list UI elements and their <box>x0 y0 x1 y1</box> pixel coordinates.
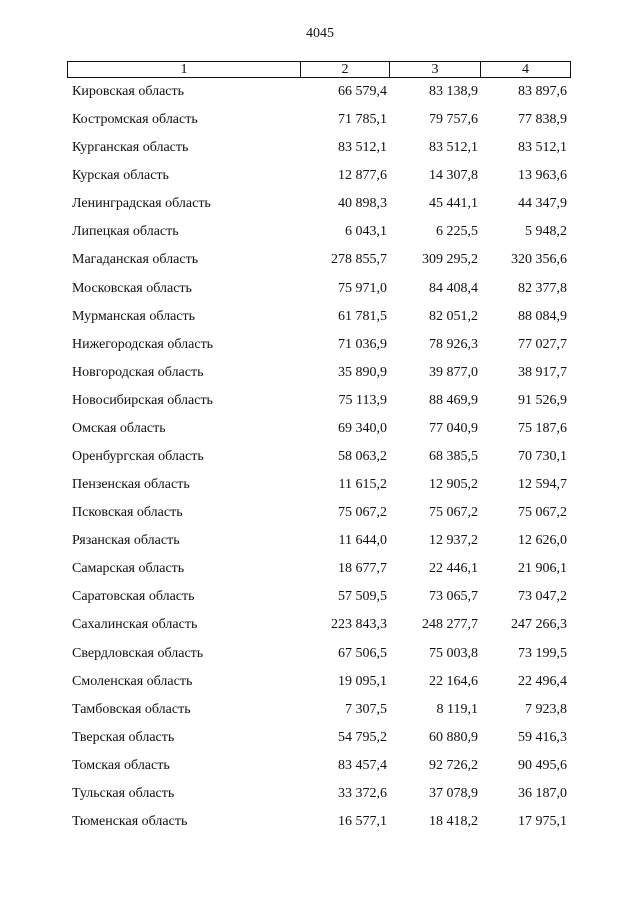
table-row <box>67 392 571 420</box>
column-header-4: 4 <box>522 62 529 77</box>
value-col-4: 44 347,9 <box>518 196 567 212</box>
value-col-2: 75 113,9 <box>338 392 387 408</box>
region-name: Саратовская область <box>72 589 195 605</box>
value-col-3: 82 051,2 <box>429 308 478 324</box>
region-name: Липецкая область <box>72 224 179 240</box>
value-col-3: 12 937,2 <box>429 533 478 549</box>
region-name: Сахалинская область <box>72 617 198 633</box>
value-col-2: 57 509,5 <box>338 589 387 605</box>
table-row <box>67 785 571 813</box>
value-col-2: 16 577,1 <box>338 814 387 830</box>
region-name: Тульская область <box>72 785 175 801</box>
value-col-2: 40 898,3 <box>338 196 387 212</box>
value-col-4: 83 512,1 <box>518 140 567 156</box>
value-col-2: 66 579,4 <box>338 84 387 99</box>
value-col-4: 38 917,7 <box>518 364 567 380</box>
value-col-4: 77 027,7 <box>518 336 567 352</box>
value-col-4: 21 906,1 <box>518 561 567 577</box>
value-col-2: 19 095,1 <box>338 673 387 689</box>
page-number: 4045 <box>306 26 334 41</box>
value-col-4: 88 084,9 <box>518 308 567 324</box>
table-row <box>67 420 571 448</box>
region-name: Томская область <box>72 757 170 773</box>
table-header-row <box>67 61 571 78</box>
value-col-3: 73 065,7 <box>429 589 478 605</box>
table-row <box>67 448 571 476</box>
table-row <box>67 223 571 251</box>
region-name: Курганская область <box>72 140 189 156</box>
table-row <box>67 364 571 392</box>
value-col-2: 278 855,7 <box>331 252 387 268</box>
table-row <box>67 813 571 841</box>
value-col-3: 248 277,7 <box>422 617 478 633</box>
table-row <box>67 83 571 111</box>
value-col-2: 223 843,3 <box>331 617 387 633</box>
value-col-2: 33 372,6 <box>338 785 387 801</box>
value-col-2: 71 785,1 <box>338 112 387 128</box>
value-col-3: 88 469,9 <box>429 392 478 408</box>
table-row <box>67 588 571 616</box>
value-col-2: 18 677,7 <box>338 561 387 577</box>
region-name: Тверская область <box>72 729 175 745</box>
table-row <box>67 308 571 336</box>
value-col-3: 12 905,2 <box>429 477 478 493</box>
table-row <box>67 645 571 673</box>
region-name: Тюменская область <box>72 814 188 830</box>
region-name: Ленинградская область <box>72 196 211 212</box>
value-col-2: 67 506,5 <box>338 645 387 661</box>
value-col-2: 69 340,0 <box>338 420 387 436</box>
table-row <box>67 167 571 195</box>
value-col-3: 83 138,9 <box>429 84 478 99</box>
table-body <box>67 83 571 841</box>
region-name: Мурманская область <box>72 308 196 324</box>
region-name: Тамбовская область <box>72 701 191 717</box>
value-col-4: 12 594,7 <box>518 477 567 493</box>
value-col-2: 75 067,2 <box>338 505 387 521</box>
value-col-3: 22 446,1 <box>429 561 478 577</box>
value-col-3: 68 385,5 <box>429 449 478 465</box>
column-header-3: 3 <box>390 62 481 77</box>
value-col-3: 92 726,2 <box>429 757 478 773</box>
value-col-4: 36 187,0 <box>518 785 567 801</box>
value-col-4: 77 838,9 <box>518 112 567 128</box>
table-row <box>67 701 571 729</box>
region-name: Псковская область <box>72 505 183 521</box>
value-col-4: 91 526,9 <box>518 392 567 408</box>
value-col-4: 12 626,0 <box>518 533 567 549</box>
table-row <box>67 476 571 504</box>
value-col-3: 77 040,9 <box>429 420 478 436</box>
value-col-4: 90 495,6 <box>518 757 567 773</box>
value-col-3: 83 512,1 <box>429 140 478 156</box>
region-name: Магаданская область <box>72 252 199 268</box>
table-row <box>67 195 571 223</box>
table-row <box>67 111 571 139</box>
value-col-2: 7 307,5 <box>345 701 387 717</box>
value-col-2: 58 063,2 <box>338 449 387 465</box>
value-col-2: 11 615,2 <box>338 477 387 493</box>
table-row <box>67 560 571 588</box>
value-col-2: 11 644,0 <box>338 533 387 549</box>
value-col-3: 75 003,8 <box>429 645 478 661</box>
value-col-3: 45 441,1 <box>429 196 478 212</box>
value-col-3: 8 119,1 <box>436 701 478 717</box>
table-row <box>67 336 571 364</box>
table-row <box>67 280 571 308</box>
region-name: Свердловская область <box>72 645 204 661</box>
region-table <box>67 61 571 841</box>
value-col-2: 6 043,1 <box>345 224 387 240</box>
value-col-4: 13 963,6 <box>518 168 567 184</box>
value-col-4: 73 047,2 <box>518 589 567 605</box>
region-name: Рязанская область <box>72 533 180 549</box>
value-col-3: 14 307,8 <box>429 168 478 184</box>
value-col-4: 320 356,6 <box>511 252 567 268</box>
value-col-4: 83 897,6 <box>518 84 567 99</box>
value-col-4: 75 187,6 <box>518 420 567 436</box>
value-col-2: 61 781,5 <box>338 308 387 324</box>
value-col-3: 84 408,4 <box>429 280 478 296</box>
region-name: Кировская область <box>72 84 185 99</box>
value-col-3: 18 418,2 <box>429 814 478 830</box>
value-col-2: 35 890,9 <box>338 364 387 380</box>
region-name: Пензенская область <box>72 477 190 493</box>
value-col-2: 83 512,1 <box>338 140 387 156</box>
value-col-4: 70 730,1 <box>518 449 567 465</box>
region-name: Курская область <box>72 168 169 184</box>
value-col-2: 71 036,9 <box>338 336 387 352</box>
table-row <box>67 251 571 279</box>
region-name: Новосибирская область <box>72 392 213 408</box>
value-col-3: 37 078,9 <box>429 785 478 801</box>
table-row <box>67 532 571 560</box>
value-col-4: 82 377,8 <box>518 280 567 296</box>
region-name: Омская область <box>72 420 166 436</box>
value-col-3: 60 880,9 <box>429 729 478 745</box>
region-name: Оренбургская область <box>72 449 204 465</box>
value-col-2: 54 795,2 <box>338 729 387 745</box>
value-col-3: 79 757,6 <box>429 112 478 128</box>
region-name: Нижегородская область <box>72 336 214 352</box>
value-col-4: 59 416,3 <box>518 729 567 745</box>
value-col-4: 73 199,5 <box>518 645 567 661</box>
value-col-4: 5 948,2 <box>525 224 567 240</box>
table-row <box>67 729 571 757</box>
region-name: Костромская область <box>72 112 198 128</box>
value-col-3: 78 926,3 <box>429 336 478 352</box>
table-row <box>67 139 571 167</box>
value-col-4: 247 266,3 <box>511 617 567 633</box>
table-row <box>67 673 571 701</box>
column-header-2: 2 <box>301 62 390 77</box>
table-row <box>67 504 571 532</box>
value-col-2: 12 877,6 <box>338 168 387 184</box>
value-col-3: 39 877,0 <box>429 364 478 380</box>
value-col-3: 75 067,2 <box>429 505 478 521</box>
value-col-2: 83 457,4 <box>338 757 387 773</box>
table-row <box>67 616 571 644</box>
value-col-4: 7 923,8 <box>525 701 567 717</box>
value-col-4: 75 067,2 <box>518 505 567 521</box>
region-name: Смоленская область <box>72 673 193 689</box>
value-col-3: 309 295,2 <box>422 252 478 268</box>
table-row <box>67 757 571 785</box>
column-header-1: 1 <box>68 62 301 77</box>
region-name: Новгородская область <box>72 364 204 380</box>
value-col-4: 22 496,4 <box>518 673 567 689</box>
value-col-3: 6 225,5 <box>436 224 478 240</box>
region-name: Московская область <box>72 280 192 296</box>
value-col-4: 17 975,1 <box>518 814 567 830</box>
value-col-2: 75 971,0 <box>338 280 387 296</box>
region-name: Самарская область <box>72 561 185 577</box>
value-col-3: 22 164,6 <box>429 673 478 689</box>
